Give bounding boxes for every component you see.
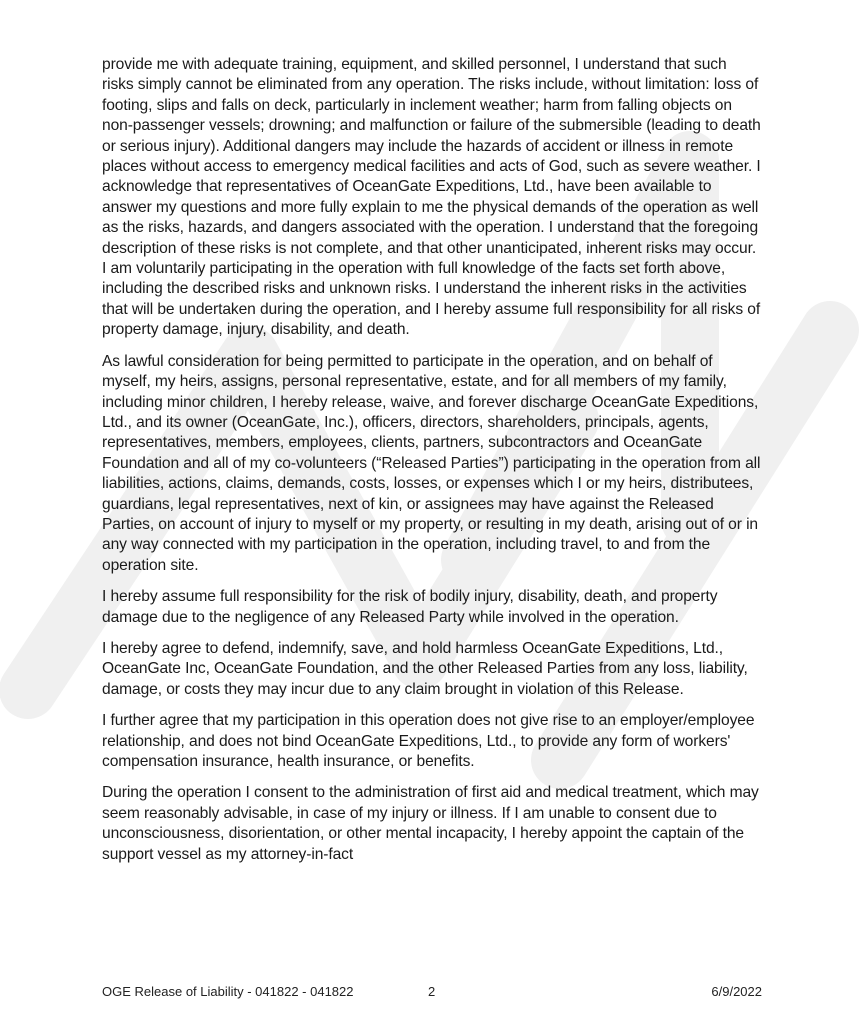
footer-document-id: OGE Release of Liability - 041822 - 041822 (102, 984, 354, 999)
paragraph-risks: provide me with adequate training, equipment, and skilled personnel, I understand that such risks simply cannot be eliminated from any operation. The risks include, without limitation: loss of footing, slips and falls on deck, particularly in inclement weather; harm from falling objects on non-passenger vessels; drowning; and malfunction or failure of the submersible (leading to death or serious injury). Additional dangers may include the hazards of accident or illness in remote places without access to emergency medical facilities and acts of God, such as severe weather. I acknowledge that representatives of OceanGate Expeditions, Ltd., have been available to answer my questions and more fully explain to me the physical demands of the operation as well as the risks, hazards, and dangers associated with the operation. I understand that the foregoing description of these risks is not complete, and that other unanticipated, inherent risks may occur. I am voluntarily participating in the operation with full knowledge of the facts set forth above, including the described risks and unknown risks. I understand the inherent risks in the activities that will be undertaken during the operation, and I hereby assume full responsibility for all risks of property damage, injury, disability, and death. (102, 56, 761, 339)
page-footer (102, 982, 762, 1002)
paragraph-employment: I further agree that my participation in this operation does not give rise to an employer/employee relationship, and does not bind OceanGate Expeditions, Ltd., to provide any form of workers' compensation insurance, health insurance, or benefits. (102, 712, 755, 770)
paragraph-indemnify: I hereby agree to defend, indemnify, save, and hold harmless OceanGate Expeditions, Ltd., OceanGate Inc, OceanGate Foundation, and the other Released Parties from any loss, liability, damage, or costs they may incur due to any claim brought in violation of this Release. (102, 639, 748, 698)
footer-date: 6/9/2022 (711, 984, 762, 999)
footer-page-number: 2 (428, 984, 436, 999)
paragraph-medical-consent: During the operation I consent to the administration of first aid and medical treatment, which may seem reasonably advisable, in case of my injury or illness. If I am unable to consent due to unconsciousness, disorientation, or other mental incapacity, I hereby appoint the captain of the support vessel as my attorney-in-fact (102, 784, 759, 863)
paragraph-assume-responsibility: I hereby assume full responsibility for the risk of bodily injury, disability, death, and property damage due to the negligence of any Released Party while involved in the operation. (102, 588, 718, 626)
paragraph-release: As lawful consideration for being permitted to participate in the operation, and on behalf of myself, my heirs, assigns, personal representative, estate, and for all members of my family, including minor children, I hereby release, waive, and forever discharge OceanGate Expeditions, Ltd., and its owner (OceanGate, Inc.), officers, directors, shareholders, principals, agents, representatives, members, employees, clients, partners, subcontractors and OceanGate Foundation and all of my co-volunteers (“Released Parties”) participating in the operation from all liabilities, actions, claims, demands, costs, losses, or expenses which I or my heirs, distributees, guardians, legal representatives, next of kin, or assignees may have against the Released Parties, on account of injury to myself or my property, or resulting in my death, arising out of or in any way connected with my participation in the operation, including travel, to and from the operation site. (102, 352, 761, 574)
document-body (102, 55, 762, 876)
